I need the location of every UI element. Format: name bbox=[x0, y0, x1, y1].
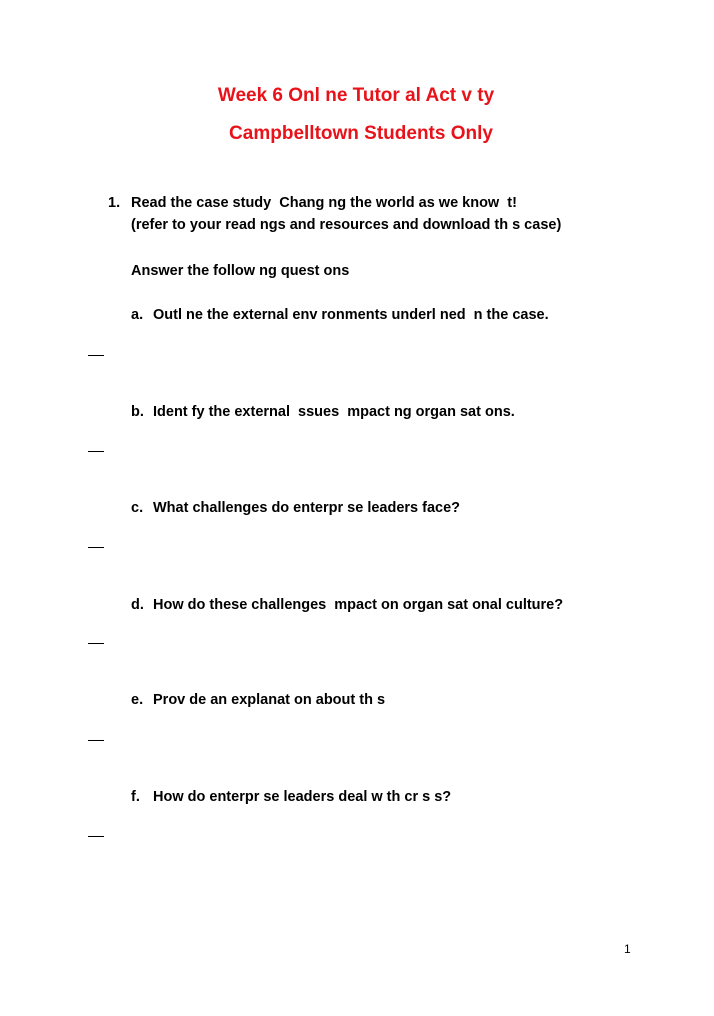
answer-line-d bbox=[88, 643, 104, 644]
instruction-text: Answer the follow ng quest ons bbox=[131, 263, 350, 279]
question-text-a: Outl ne the external env ronments underl ned n the case. bbox=[153, 307, 549, 323]
question-text-b: Ident fy the external ssues mpact ng organ sat ons. bbox=[153, 404, 515, 420]
answer-line-e bbox=[88, 740, 104, 741]
case-study-line: Read the case study Chang ng the world as we know t! bbox=[131, 195, 517, 211]
answer-line-f bbox=[88, 836, 104, 837]
question-text-c: What challenges do enterpr se leaders face? bbox=[153, 500, 461, 516]
item-number: 1. bbox=[108, 195, 121, 211]
question-letter-f: f. bbox=[131, 789, 140, 805]
question-letter-d: d. bbox=[131, 597, 144, 613]
answer-line-b bbox=[88, 451, 104, 452]
question-text-f: How do enterpr se leaders deal w th cr s s? bbox=[153, 789, 452, 805]
reference-note: (refer to your read ngs and resources and download th s case) bbox=[131, 217, 562, 233]
question-text-d: How do these challenges mpact on organ sat onal culture? bbox=[153, 597, 564, 613]
question-letter-b: b. bbox=[131, 404, 144, 420]
document-subtitle: Campbelltown Students Only bbox=[229, 123, 493, 144]
document-title: Week 6 Onl ne Tutor al Act v ty bbox=[217, 85, 495, 106]
question-text-e: Prov de an explanat on about th s bbox=[153, 692, 386, 708]
answer-line-c bbox=[88, 547, 104, 548]
answer-line-a bbox=[88, 355, 104, 356]
question-letter-e: e. bbox=[131, 692, 144, 708]
question-letter-c: c. bbox=[131, 500, 144, 516]
question-letter-a: a. bbox=[131, 307, 144, 323]
page-number: 1 bbox=[624, 942, 631, 956]
